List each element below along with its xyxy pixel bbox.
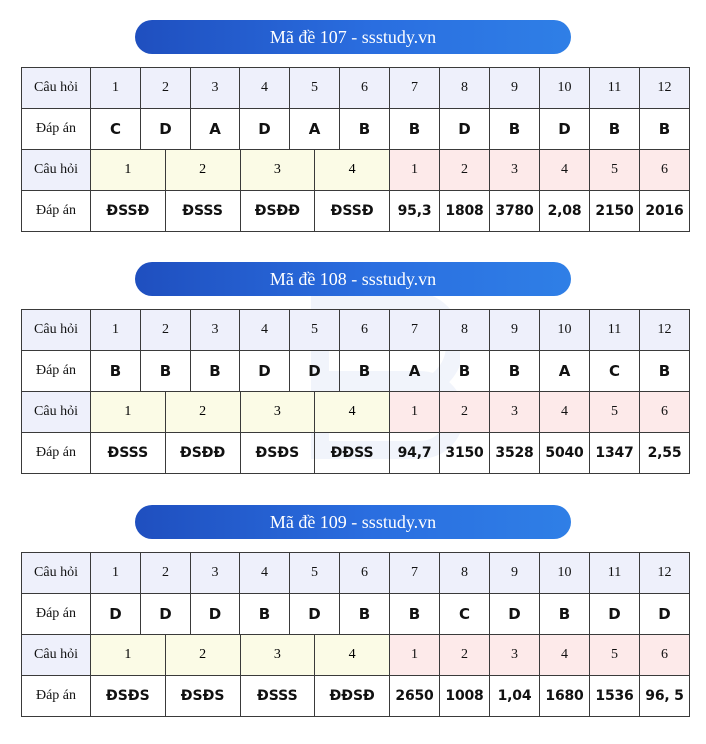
tf-question-number: 2 <box>165 150 240 190</box>
row-label-answer: Đáp án <box>22 109 91 150</box>
answer-cell: B <box>390 594 440 635</box>
sa-answer-cell: 1347 <box>590 433 640 474</box>
sa-question-number: 6 <box>640 150 690 191</box>
exam-code-banner: Mã đề 108 - ssstudy.vn <box>135 262 571 296</box>
question-number-cell: 3 <box>191 68 240 109</box>
tf-question-number: 1 <box>124 162 132 177</box>
tf-question-number: 2 <box>165 635 240 675</box>
tf-question-number: 4 <box>314 392 389 432</box>
sa-answer-cell: 2150 <box>590 191 640 232</box>
sa-answer-cell: 2650 <box>390 676 440 717</box>
question-number-cell: 1 <box>91 310 141 351</box>
answer-cell: B <box>540 594 590 635</box>
sa-question-number: 1 <box>390 392 440 433</box>
answer-cell: B <box>340 594 390 635</box>
tf-answer-cell: ĐSSS <box>240 676 315 716</box>
answer-cell: B <box>440 351 490 392</box>
tf-answer-group <box>91 676 390 717</box>
exam-code-banner: Mã đề 107 - ssstudy.vn <box>135 20 571 54</box>
sa-question-number: 6 <box>640 392 690 433</box>
sa-answer-cell: 3528 <box>490 433 540 474</box>
tf-answer-group <box>91 433 390 474</box>
answer-cell: B <box>640 109 690 150</box>
answer-cell: C <box>440 594 490 635</box>
tf-sa-answer-row <box>22 433 690 474</box>
tf-answer-cell: ĐĐSĐ <box>314 676 389 716</box>
tf-answer-cell: ĐSĐS <box>240 433 315 473</box>
sa-question-number: 2 <box>440 635 490 676</box>
mc-question-row <box>22 553 690 594</box>
answer-cell: B <box>191 351 240 392</box>
tf-question-group <box>91 635 390 676</box>
sa-answer-cell: 1680 <box>540 676 590 717</box>
row-label-question: Câu hỏi <box>22 310 91 351</box>
sa-answer-cell: 94,7 <box>390 433 440 474</box>
tf-answer-cell: ĐSĐĐ <box>240 191 315 231</box>
answer-cell: D <box>141 109 191 150</box>
question-number-cell: 5 <box>290 310 340 351</box>
answer-cell: C <box>590 351 640 392</box>
tf-answer-cell: ĐSSS <box>107 445 149 461</box>
tf-sa-question-row <box>22 635 690 676</box>
row-label-question: Câu hỏi <box>22 150 91 191</box>
answer-cell: C <box>91 109 141 150</box>
answer-cell: D <box>290 594 340 635</box>
tf-answer-cell: ĐSĐS <box>106 688 150 704</box>
question-number-cell: 8 <box>440 68 490 109</box>
tf-question-number: 1 <box>124 404 132 419</box>
sa-question-number: 4 <box>540 635 590 676</box>
answer-cell: D <box>91 594 141 635</box>
sa-answer-cell: 2016 <box>640 191 690 232</box>
tf-question-number: 2 <box>165 392 240 432</box>
answer-cell: B <box>490 109 540 150</box>
answer-table <box>21 309 690 474</box>
answer-cell: D <box>640 594 690 635</box>
question-number-cell: 11 <box>590 310 640 351</box>
question-number-cell: 12 <box>640 553 690 594</box>
sa-question-number: 1 <box>390 150 440 191</box>
answer-cell: A <box>390 351 440 392</box>
answer-cell: B <box>240 594 290 635</box>
answer-cell: D <box>590 594 640 635</box>
row-label-question: Câu hỏi <box>22 68 91 109</box>
question-number-cell: 6 <box>340 310 390 351</box>
row-label-answer: Đáp án <box>22 594 91 635</box>
question-number-cell: 8 <box>440 310 490 351</box>
question-number-cell: 6 <box>340 553 390 594</box>
sa-answer-cell: 1536 <box>590 676 640 717</box>
answer-cell: D <box>540 109 590 150</box>
answer-cell: A <box>191 109 240 150</box>
answer-cell: B <box>340 351 390 392</box>
question-number-cell: 11 <box>590 68 640 109</box>
mc-answer-row <box>22 109 690 150</box>
sa-question-number: 4 <box>540 392 590 433</box>
tf-question-number: 1 <box>124 647 132 662</box>
question-number-cell: 3 <box>191 310 240 351</box>
sa-question-number: 2 <box>440 150 490 191</box>
sa-question-number: 5 <box>590 150 640 191</box>
sa-answer-cell: 1008 <box>440 676 490 717</box>
tf-question-group <box>91 392 390 433</box>
answer-cell: D <box>240 109 290 150</box>
sa-answer-cell: 2,08 <box>540 191 590 232</box>
question-number-cell: 12 <box>640 68 690 109</box>
answer-cell: D <box>440 109 490 150</box>
sa-question-number: 5 <box>590 635 640 676</box>
answer-cell: B <box>91 351 141 392</box>
question-number-cell: 10 <box>540 68 590 109</box>
tf-sa-question-row <box>22 392 690 433</box>
row-label-answer: Đáp án <box>22 433 91 474</box>
answer-cell: B <box>390 109 440 150</box>
answer-cell: B <box>640 351 690 392</box>
tf-question-group <box>91 150 390 191</box>
question-number-cell: 7 <box>390 553 440 594</box>
tf-sa-answer-row <box>22 191 690 232</box>
question-number-cell: 5 <box>290 553 340 594</box>
question-number-cell: 9 <box>490 68 540 109</box>
row-label-answer: Đáp án <box>22 351 91 392</box>
sa-answer-cell: 3150 <box>440 433 490 474</box>
tf-answer-cell: ĐSSĐ <box>106 203 150 219</box>
question-number-cell: 9 <box>490 553 540 594</box>
question-number-cell: 5 <box>290 68 340 109</box>
row-label-question: Câu hỏi <box>22 635 91 676</box>
row-label-question: Câu hỏi <box>22 553 91 594</box>
tf-answer-cell: ĐSSĐ <box>314 191 389 231</box>
tf-sa-answer-row <box>22 676 690 717</box>
sa-question-number: 3 <box>490 635 540 676</box>
sa-answer-cell: 96, 5 <box>640 676 690 717</box>
question-number-cell: 7 <box>390 68 440 109</box>
question-number-cell: 1 <box>91 553 141 594</box>
sa-answer-cell: 1808 <box>440 191 490 232</box>
sa-question-number: 3 <box>490 392 540 433</box>
sa-answer-cell: 1,04 <box>490 676 540 717</box>
question-number-cell: 4 <box>240 553 290 594</box>
tf-question-number: 3 <box>240 150 315 190</box>
tf-answer-cell: ĐĐSS <box>314 433 389 473</box>
answer-cell: B <box>590 109 640 150</box>
sa-answer-cell: 2,55 <box>640 433 690 474</box>
tf-answer-group <box>91 191 390 232</box>
answer-cell: A <box>290 109 340 150</box>
mc-question-row <box>22 310 690 351</box>
question-number-cell: 2 <box>141 553 191 594</box>
tf-answer-cell: ĐSĐĐ <box>165 433 240 473</box>
question-number-cell: 2 <box>141 68 191 109</box>
answer-table <box>21 67 690 232</box>
sa-question-number: 4 <box>540 150 590 191</box>
tf-question-number: 3 <box>240 635 315 675</box>
answer-cell: B <box>490 351 540 392</box>
answer-cell: D <box>240 351 290 392</box>
question-number-cell: 10 <box>540 553 590 594</box>
question-number-cell: 4 <box>240 310 290 351</box>
row-label-question: Câu hỏi <box>22 392 91 433</box>
answer-table <box>21 552 690 717</box>
tf-question-number: 4 <box>314 150 389 190</box>
sa-answer-cell: 5040 <box>540 433 590 474</box>
sa-question-number: 6 <box>640 635 690 676</box>
answer-cell: A <box>540 351 590 392</box>
question-number-cell: 9 <box>490 310 540 351</box>
exam-code-banner: Mã đề 109 - ssstudy.vn <box>135 505 571 539</box>
tf-answer-cell: ĐSĐS <box>165 676 240 716</box>
answer-cell: D <box>191 594 240 635</box>
tf-question-number: 4 <box>314 635 389 675</box>
question-number-cell: 3 <box>191 553 240 594</box>
answer-cell: D <box>490 594 540 635</box>
tf-question-number: 3 <box>240 392 315 432</box>
question-number-cell: 7 <box>390 310 440 351</box>
question-number-cell: 11 <box>590 553 640 594</box>
answer-cell: B <box>340 109 390 150</box>
question-number-cell: 12 <box>640 310 690 351</box>
sa-question-number: 5 <box>590 392 640 433</box>
answer-cell: D <box>141 594 191 635</box>
answer-cell: D <box>290 351 340 392</box>
sa-question-number: 1 <box>390 635 440 676</box>
sa-answer-cell: 3780 <box>490 191 540 232</box>
sa-answer-cell: 95,3 <box>390 191 440 232</box>
mc-answer-row <box>22 594 690 635</box>
mc-question-row <box>22 68 690 109</box>
sa-question-number: 2 <box>440 392 490 433</box>
mc-answer-row <box>22 351 690 392</box>
question-number-cell: 10 <box>540 310 590 351</box>
row-label-answer: Đáp án <box>22 191 91 232</box>
tf-answer-cell: ĐSSS <box>165 191 240 231</box>
row-label-answer: Đáp án <box>22 676 91 717</box>
sa-question-number: 3 <box>490 150 540 191</box>
answer-cell: B <box>141 351 191 392</box>
question-number-cell: 1 <box>91 68 141 109</box>
tf-sa-question-row <box>22 150 690 191</box>
question-number-cell: 4 <box>240 68 290 109</box>
question-number-cell: 2 <box>141 310 191 351</box>
question-number-cell: 8 <box>440 553 490 594</box>
question-number-cell: 6 <box>340 68 390 109</box>
